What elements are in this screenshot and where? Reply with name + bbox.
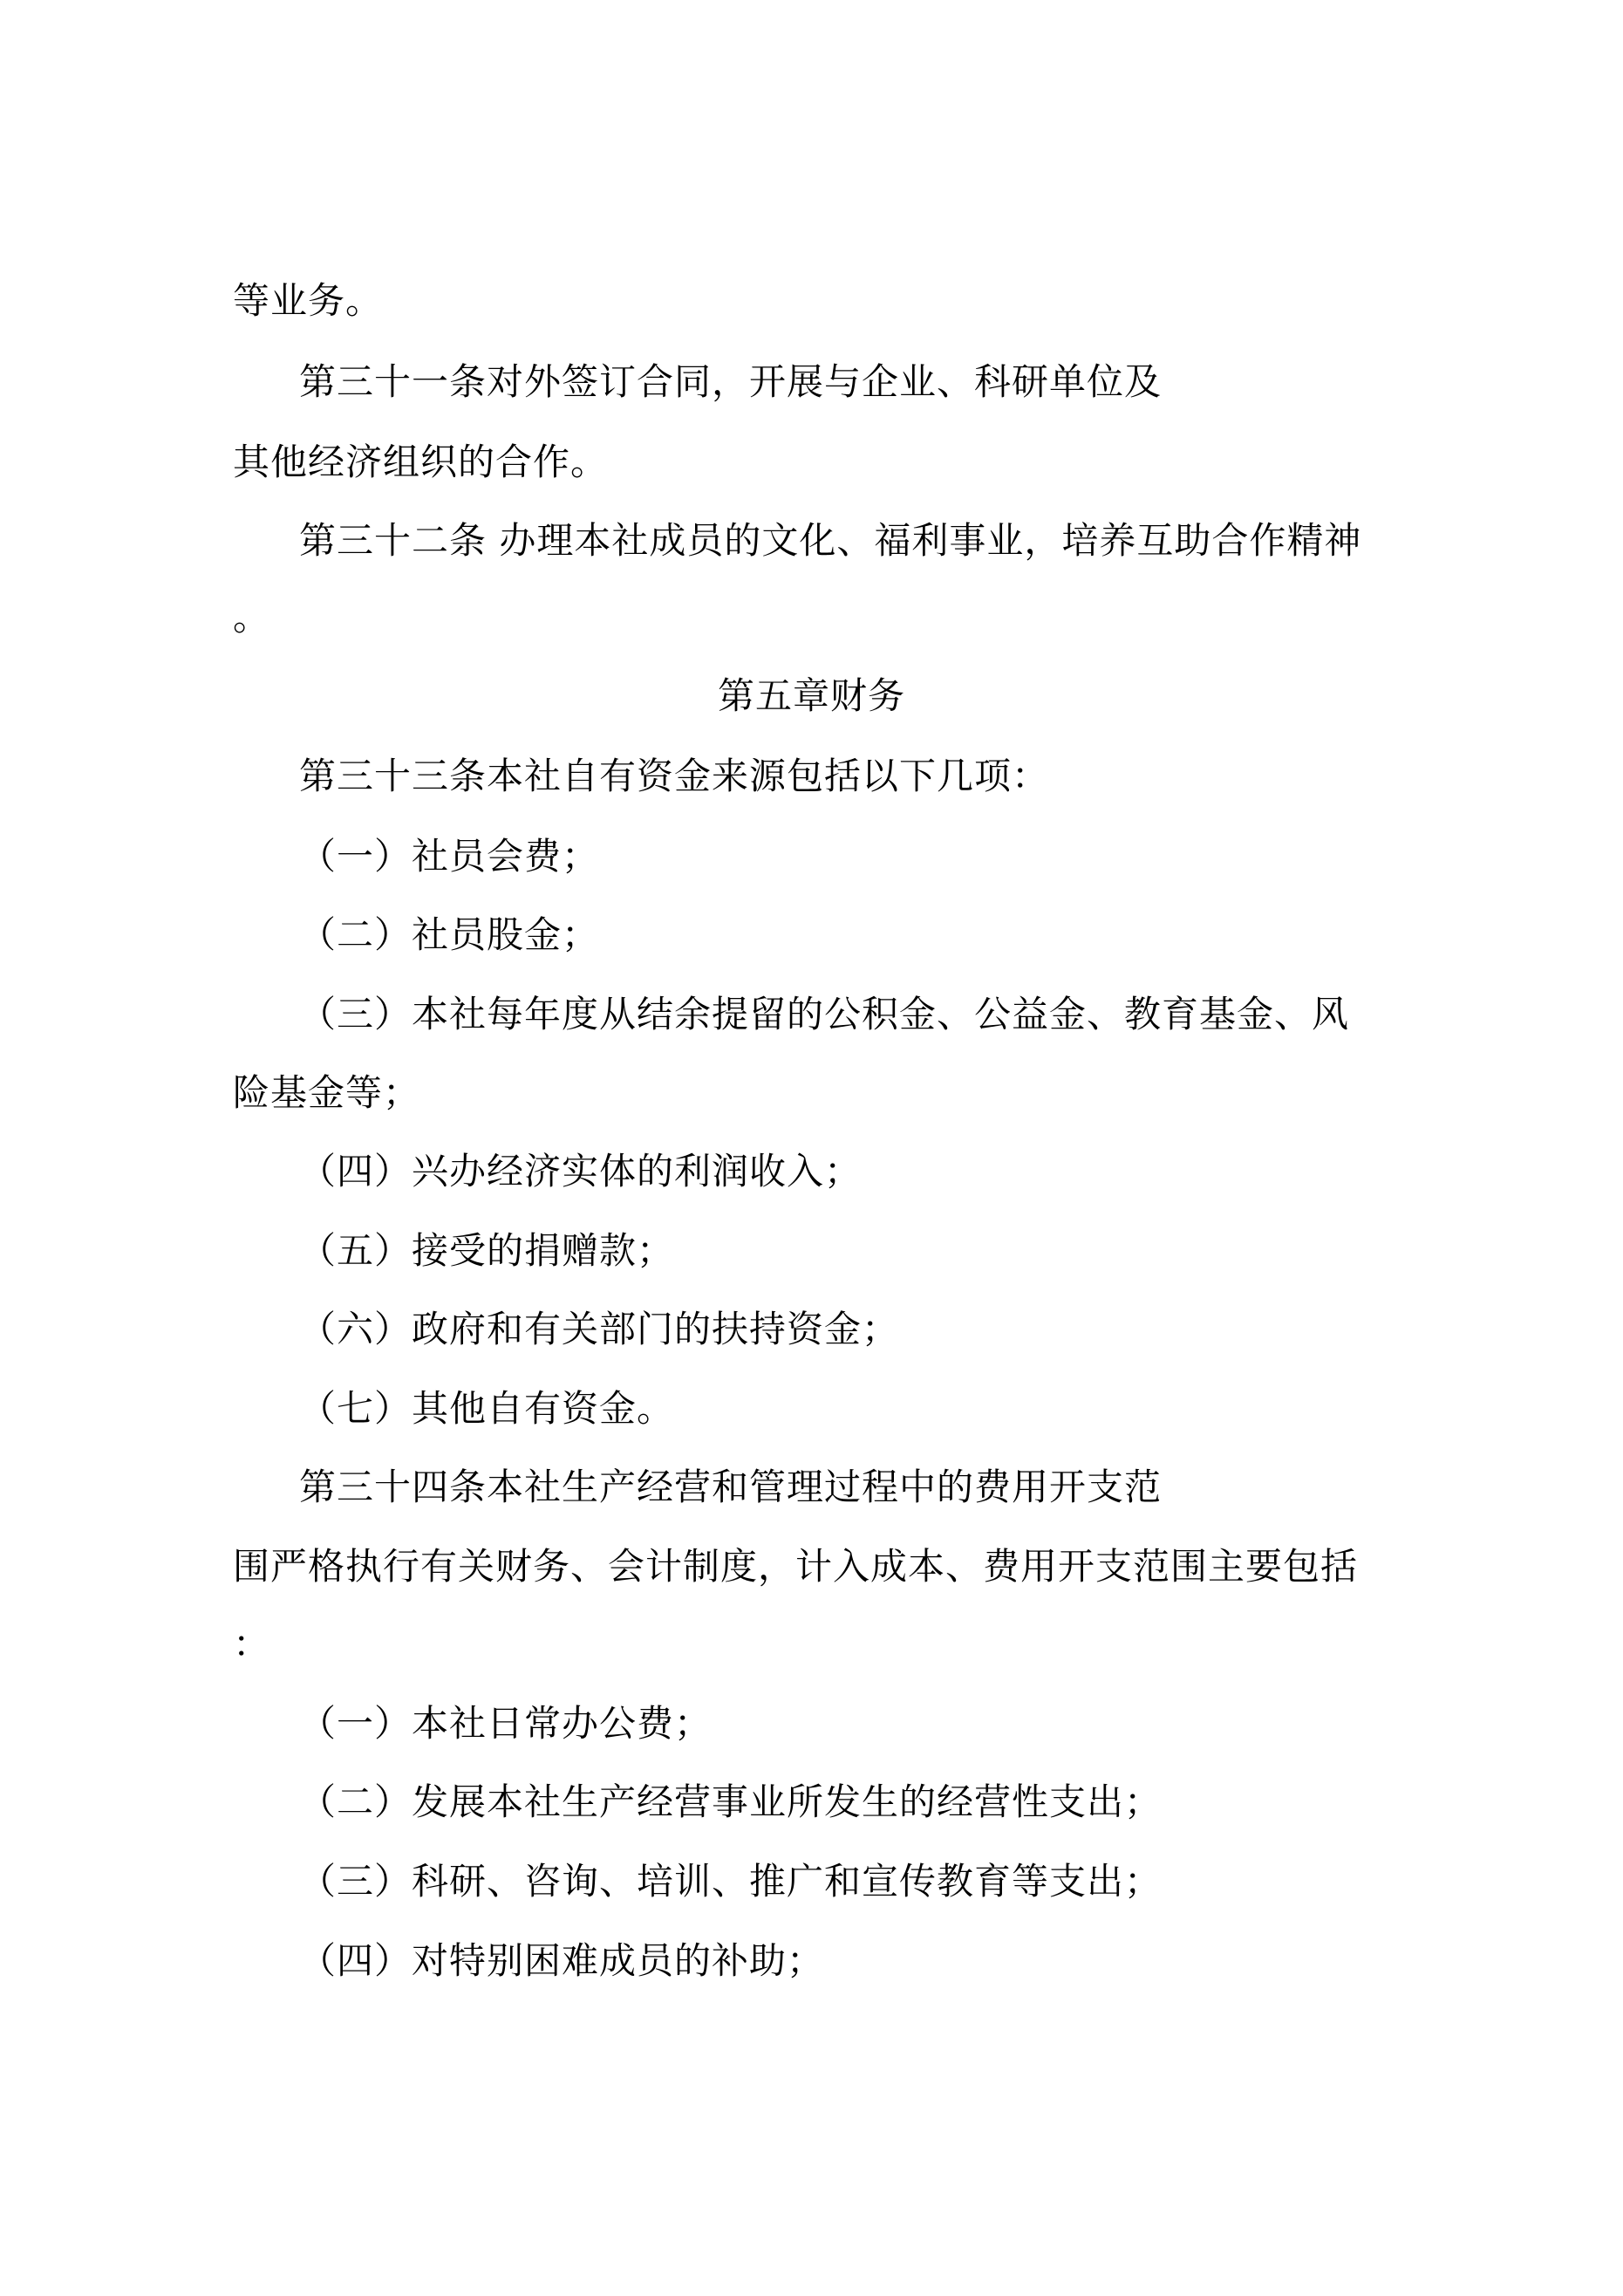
list-item: （四）对特别困难成员的补助；: [299, 1939, 825, 1982]
article-34-line-1: 第三十四条本社生产经营和管理过程中的费用开支范: [299, 1466, 1163, 1508]
list-item: （三）科研、咨询、培训、推广和宣传教育等支出；: [299, 1860, 1163, 1903]
article-33-line: 第三十三条本社自有资金来源包括以下几项：: [299, 755, 1050, 797]
list-item: （六）政府和有关部门的扶持资金；: [299, 1308, 900, 1350]
list-item: （二）社员股金；: [299, 913, 600, 956]
article-32-line-2: 。: [233, 596, 271, 639]
list-item: （七）其他自有资金。: [299, 1387, 675, 1430]
list-item: （一）本社日常办公费；: [299, 1702, 713, 1745]
article-31-line-2: 其他经济组织的合作。: [233, 441, 609, 483]
article-34-line-3: ：: [233, 1623, 271, 1665]
chapter-heading: 第五章财务: [717, 674, 905, 717]
list-item: （五）接受的捐赠款；: [299, 1229, 675, 1272]
list-item: （二）发展本社生产经营事业所发生的经营性支出；: [299, 1780, 1163, 1823]
article-32-line-1: 第三十二条 办理本社成员的文化、福利事业，培养互助合作精神: [299, 519, 1362, 562]
text-line: 等业务。: [233, 279, 384, 322]
article-31-line-1: 第三十一条对外签订合同，开展与企业、科研单位及: [299, 360, 1163, 403]
list-item-continuation: 险基金等；: [233, 1071, 421, 1114]
list-item: （一）社员会费；: [299, 835, 600, 878]
article-34-line-2: 围严格执行有关财务、会计制度，计入成本、费用开支范围主要包括: [233, 1545, 1359, 1588]
list-item: （四）兴办经济实体的利润收入；: [299, 1150, 863, 1192]
list-item: （三）本社每年度从结余提留的公积金、公益金、教育基金、风: [299, 993, 1350, 1035]
